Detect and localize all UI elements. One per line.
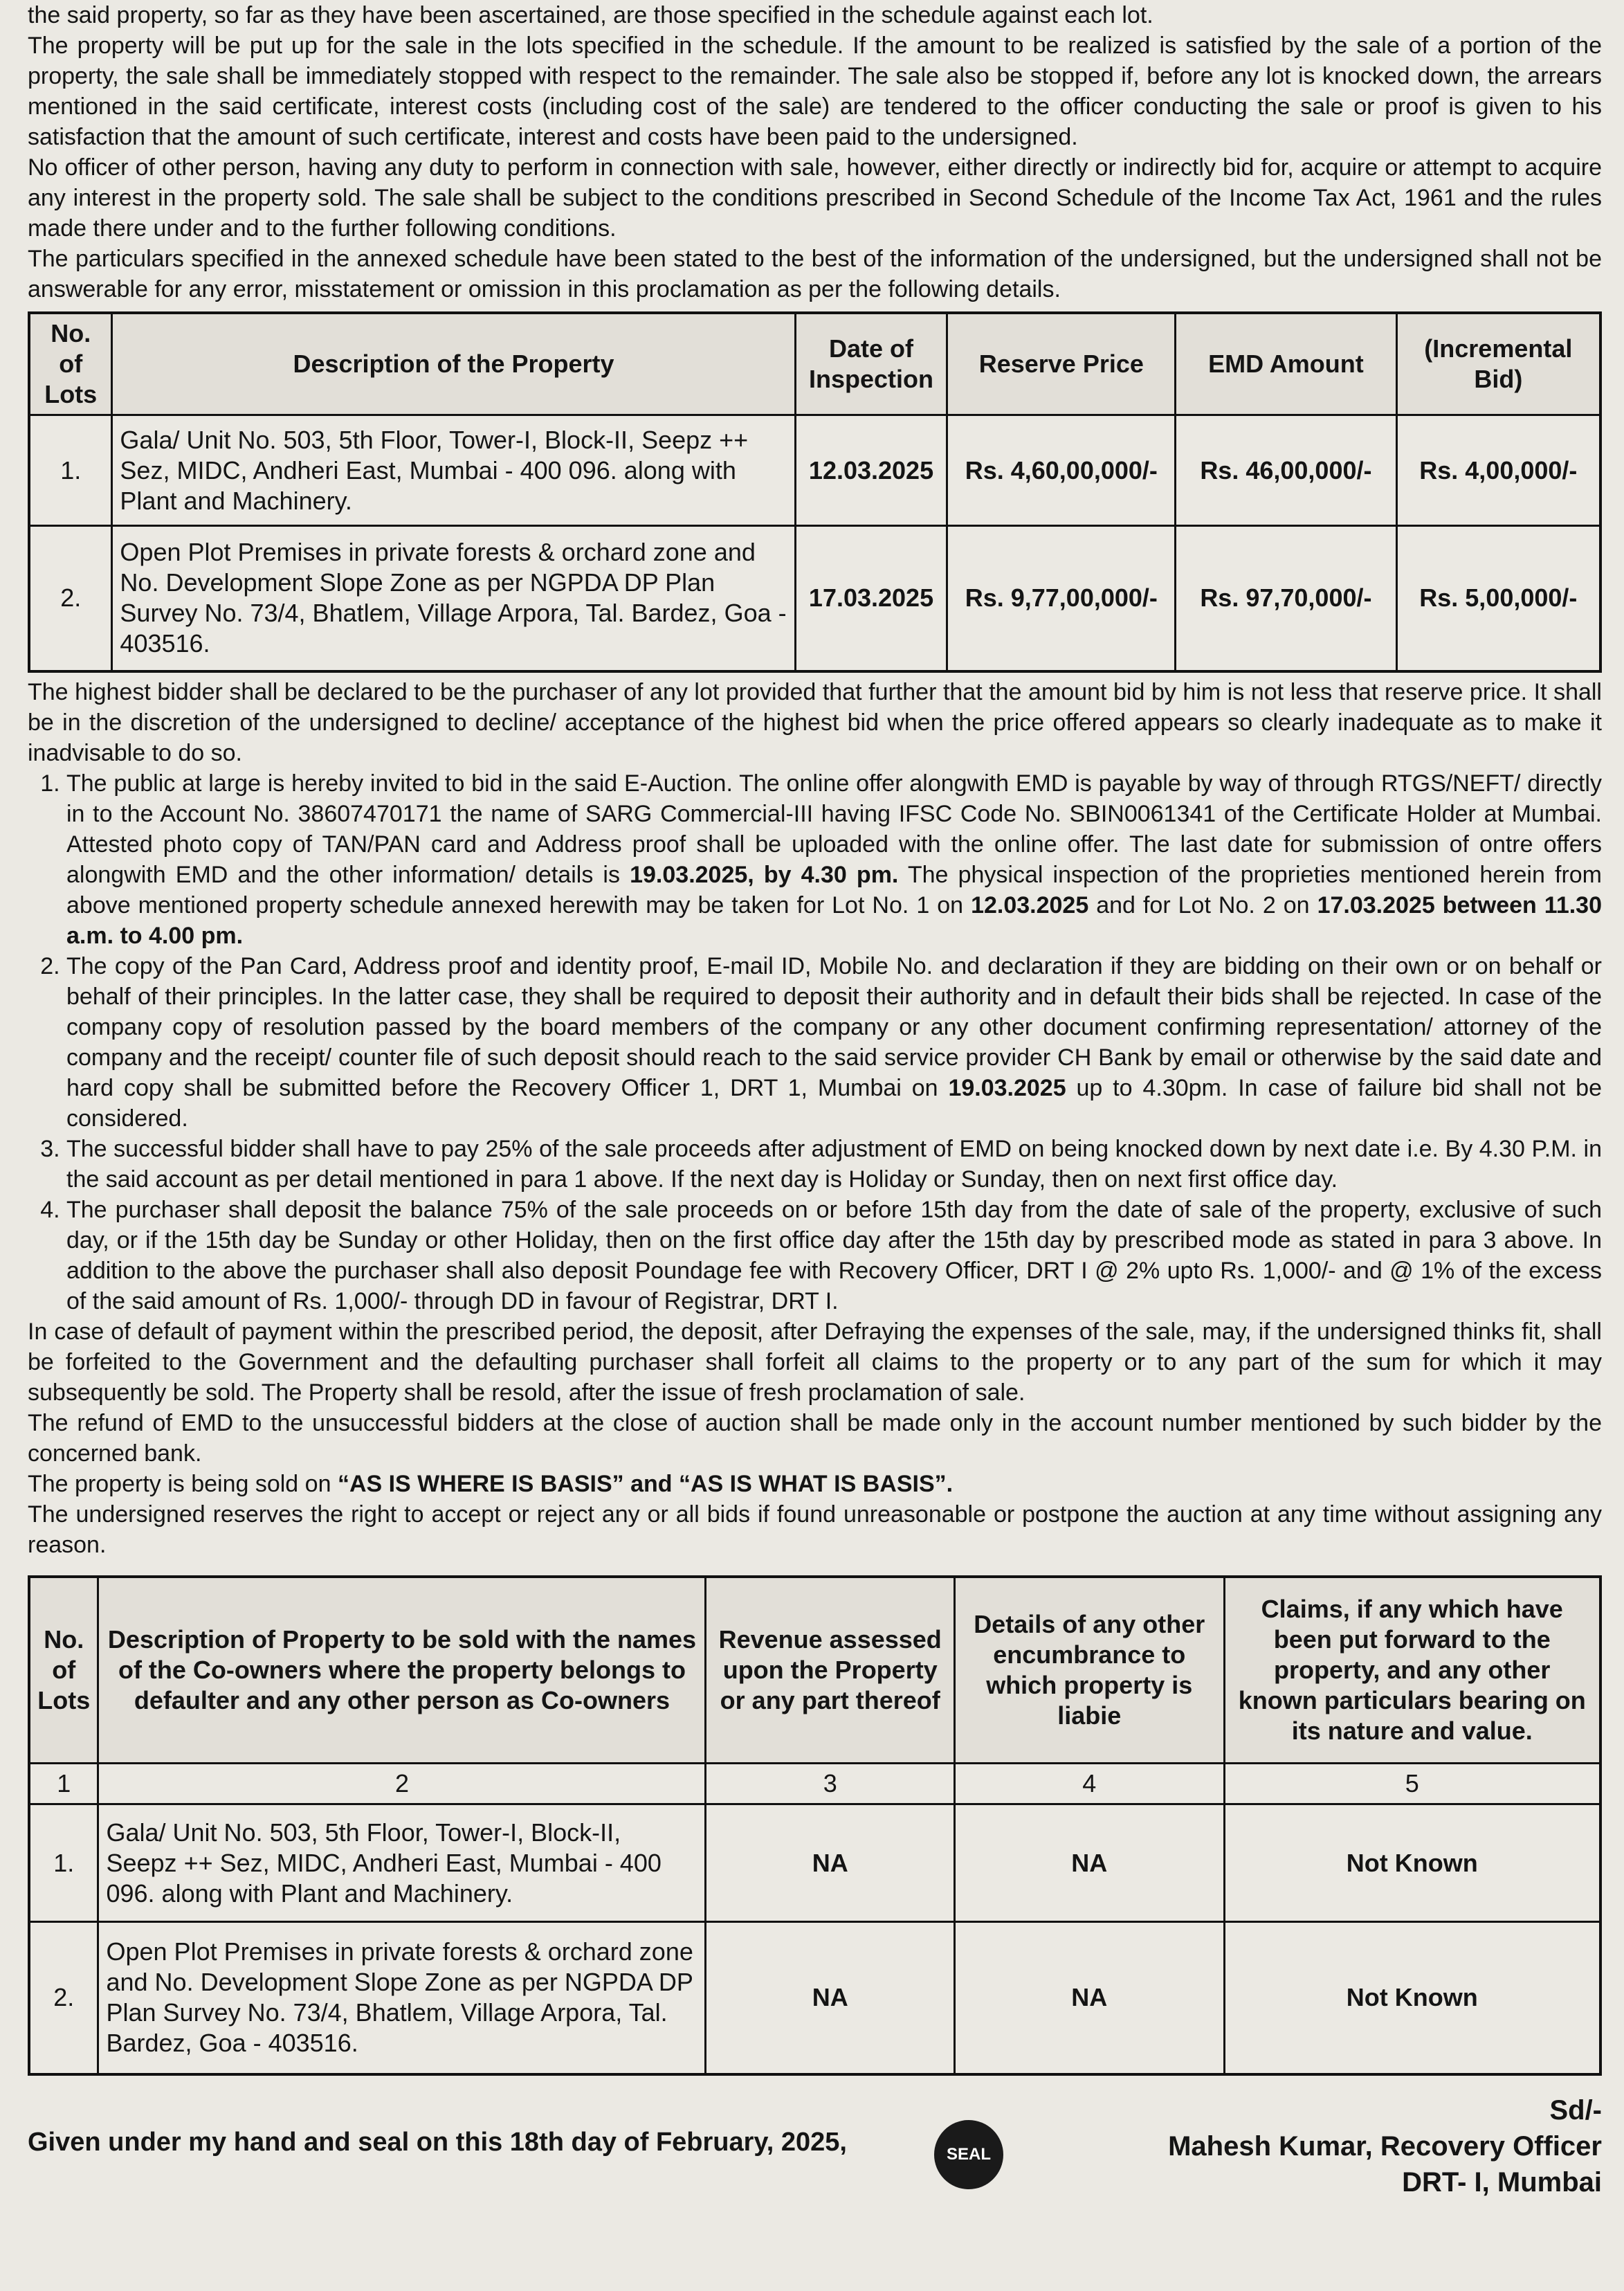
term-item: 3. The successful bidder shall have to pay 25% of the sale proceeds after adjustment of EMD on being knocked down by next date i.e. By 4.30 P.M. in the said account as per detail mentioned in para 1 above. If the next day is Holiday or Sunday, then on next first office day. xyxy=(66,1134,1602,1195)
signatory-office: DRT- I, Mumbai xyxy=(1402,2166,1602,2198)
inspection-date: 12.03.2025 xyxy=(795,415,947,526)
column-number: 1 xyxy=(29,1764,98,1804)
term-text: up to 4.30pm. In case of failure bid shall not be considered. xyxy=(66,1074,1602,1132)
term-item xyxy=(66,768,1602,951)
column-header: Claims, if any which have been put forward to the property, and any other known particulars bearing on its nature and value. xyxy=(1224,1577,1600,1764)
intro-paragraph: No officer of other person, having any duty to perform in connection with sale, however, either directly or indirectly bid for, acquire or attempt to acquire any interest in the property sold. The sale shall be subject to the conditions prescribed in Second Schedule of the Income Tax Act, 1961 and the rules made there under and to the further following conditions. xyxy=(28,154,1602,242)
intro-paragraph: the said property, so far as they have been ascertained, are those specified in the schedule against each lot. xyxy=(28,2,1153,28)
claims-details: Not Known xyxy=(1224,1922,1600,2074)
signatory xyxy=(1168,2092,1602,2200)
column-number: 5 xyxy=(1224,1764,1600,1804)
claims-details: Not Known xyxy=(1224,1804,1600,1922)
term-text: and for Lot No. 2 on xyxy=(1088,891,1317,918)
column-header: EMD Amount xyxy=(1176,313,1397,415)
signatory-name: Mahesh Kumar, Recovery Officer xyxy=(1168,2130,1602,2162)
term-item xyxy=(66,951,1602,1134)
column-header: Details of any other encumbrance to which property is liabie xyxy=(954,1577,1224,1764)
property-description: Gala/ Unit No. 503, 5th Floor, Tower-I, Block-II, Seepz ++ Sez, MIDC, Andheri East, Mumbai - 400 096. along with Plant and Machinery. xyxy=(98,1804,706,1922)
column-number: 4 xyxy=(954,1764,1224,1804)
column-header: Reserve Price xyxy=(947,313,1176,415)
table-row xyxy=(29,1922,1600,2074)
column-header: (Incremental Bid) xyxy=(1396,313,1600,415)
column-header: Revenue assessed upon the Property or any part thereof xyxy=(706,1577,954,1764)
basis-text: The property is being sold on xyxy=(28,1470,338,1497)
term-text: The copy of the Pan Card, Address proof and identity proof, E-mail ID, Mobile No. and declaration if they are bidding on their own or on behalf or behalf of their principles. In the latter case, they shall be required to deposit their authority and in default their bids shall be rejected. In case of the company copy of resolution passed by the board members of the company or any other document confirming representation/ attorney of the company and the receipt/ counter file of such deposit should reach to the said service provider CH Bank by email or otherwise by the said date and hard copy shall be submitted before the Recovery Officer 1, DRT 1, Mumbai on xyxy=(66,952,1602,1101)
lot-number: 2. xyxy=(29,526,112,671)
property-description: Gala/ Unit No. 503, 5th Floor, Tower-I, Block-II, Seepz ++ Sez, MIDC, Andheri East, Mumbai - 400 096. along with Plant and Machinery. xyxy=(112,415,795,526)
term-item: 4. The purchaser shall deposit the balance 75% of the sale proceeds on or before 15th day from the date of sale of the property, exclusive of such day, or if the 15th day be Sunday or other Holiday, then on the first office day after the 15th day by prescribed mode as stated in para 3 above. In addition to the above the purchaser shall also deposit Poundage fee with Recovery Officer, DRT I @ 2% upto Rs. 1,000/- and @ 1% of the excess of the said amount of Rs. 1,000/- through DD in favour of Registrar, DRT I. xyxy=(66,1195,1602,1316)
column-number: 3 xyxy=(706,1764,954,1804)
revenue-assessed: NA xyxy=(706,1804,954,1922)
column-number-row xyxy=(29,1764,1600,1804)
property-description: Open Plot Premises in private forests & orchard zone and No. Development Slope Zone as per NGPDA DP Plan Survey No. 73/4, Bhatlem, Village Arpora, Tal. Bardez, Goa - 403516. xyxy=(112,526,795,671)
seal-icon xyxy=(934,2120,1003,2189)
column-number: 2 xyxy=(98,1764,706,1804)
intro-paragraph: The particulars specified in the annexed schedule have been stated to the best of the information of the undersigned, but the undersigned shall not be answerable for any error, misstatement or omission in this proclamation as per the following details. xyxy=(28,246,1602,302)
property-description: Open Plot Premises in private forests & orchard zone and No. Development Slope Zone as per NGPDA DP Plan Survey No. 73/4, Bhatlem, Village Arpora, Tal. Bardez, Goa - 403516. xyxy=(98,1922,706,2074)
column-header: Description of the Property xyxy=(112,313,795,415)
lot1-inspection-date: 12.03.2025 xyxy=(971,891,1089,918)
emd-amount: Rs. 46,00,000/- xyxy=(1176,415,1397,526)
lot-number: 1. xyxy=(29,1804,98,1922)
intro-paragraph: The property will be put up for the sale in the lots specified in the schedule. If the amount to be realized is satisfied by the sale of a portion of the property, the sale shall be immediately stopped with respect to the remainder. The sale also be stopped if, before any lot is knocked down, the arrears mentioned in the said certificate, interest costs (including cost of the sale) are tendered to the officer conducting the sale or proof is given to his satisfaction that the amount of such certificate, interest and costs have been paid to the undersigned. xyxy=(28,33,1602,150)
encumbrance-details: NA xyxy=(954,1922,1224,2074)
signature-block xyxy=(28,2092,1602,2196)
submission-date: 19.03.2025 xyxy=(948,1074,1066,1101)
lot2-inspection-date: 17.03.2025 between 11.30 a.m. to 4.00 pm. xyxy=(66,891,1602,949)
basis-paragraph xyxy=(28,1469,1602,1499)
property-schedule-table xyxy=(28,1575,1602,2076)
column-header: Description of Property to be sold with the names of the Co-owners where the property belongs to defaulter and any other person as Co-owners xyxy=(98,1577,706,1764)
table-row xyxy=(29,526,1600,671)
incremental-bid: Rs. 4,00,000/- xyxy=(1396,415,1600,526)
seal-label: SEAL xyxy=(946,2144,991,2164)
inspection-date: 17.03.2025 xyxy=(795,526,947,671)
last-date-emphasis: 19.03.2025, by 4.30 pm. xyxy=(630,861,899,888)
table-header-row xyxy=(29,1577,1600,1764)
default-paragraph: In case of default of payment within the prescribed period, the deposit, after Defraying the expenses of the sale, may, if the undersigned thinks fit, shall be forfeited to the Government and the defaulting purchaser shall forfeit all claims to the property or to any part of the sum for which it may subsequently be sold. The Property shall be resold, after the issue of fresh proclamation of sale. xyxy=(28,1318,1602,1406)
term-text: The public at large is hereby invited to bid in the said E-Auction. The online offer alongwith EMD is payable by way of through RTGS/NEFT/ directly in to the Account No. 38607470171 the name of SARG Commercial-III having IFSC Code No. SBIN0061341 of the Certificate Holder at Mumbai. Attested photo copy of TAN/PAN card and Address proof shall be uploaded with the online offer. The last date for submission of ontre offers alongwith EMD and the other information/ details is xyxy=(66,770,1602,888)
table-row xyxy=(29,1804,1600,1922)
column-header: Date of Inspection xyxy=(795,313,947,415)
table-header-row xyxy=(29,313,1600,415)
basis-emphasis: “AS IS WHERE IS BASIS” and “AS IS WHAT IS BASIS”. xyxy=(337,1470,954,1497)
reserve-price: Rs. 9,77,00,000/- xyxy=(947,526,1176,671)
highest-bidder-paragraph: The highest bidder shall be declared to be the purchaser of any lot provided that further that the amount bid by him is not less that reserve price. It shall be in the discretion of the undersigned to decline/ acceptance of the highest bid when the price offered appears so clearly inadequate as to make it inadvisable to do so. xyxy=(28,678,1602,766)
refund-paragraph: The refund of EMD to the unsuccessful bidders at the close of auction shall be made only in the account number mentioned by such bidder by the concerned bank. xyxy=(28,1409,1602,1467)
reserve-rights-paragraph: The undersigned reserves the right to accept or reject any or all bids if found unreasonable or postpone the auction at any time without assigning any reason. xyxy=(28,1501,1602,1558)
emd-amount: Rs. 97,70,000/- xyxy=(1176,526,1397,671)
encumbrance-details: NA xyxy=(954,1804,1224,1922)
term-text: The physical inspection of the proprieties mentioned herein from above mentioned property schedule annexed herewith may be taken for Lot No. 1 on xyxy=(66,861,1602,918)
given-under-hand: Given under my hand and seal on this 18th day of February, 2025, xyxy=(28,2127,847,2157)
column-header: No. of Lots xyxy=(29,1577,98,1764)
terms-list xyxy=(28,768,1602,1316)
lot-number: 2. xyxy=(29,1922,98,2074)
revenue-assessed: NA xyxy=(706,1922,954,2074)
reserve-price: Rs. 4,60,00,000/- xyxy=(947,415,1176,526)
signature-sd: Sd/- xyxy=(1549,2094,1602,2126)
column-header: No. of Lots xyxy=(29,313,112,415)
table-row xyxy=(29,415,1600,526)
incremental-bid: Rs. 5,00,000/- xyxy=(1396,526,1600,671)
lot-number: 1. xyxy=(29,415,112,526)
lots-pricing-table xyxy=(28,311,1602,673)
